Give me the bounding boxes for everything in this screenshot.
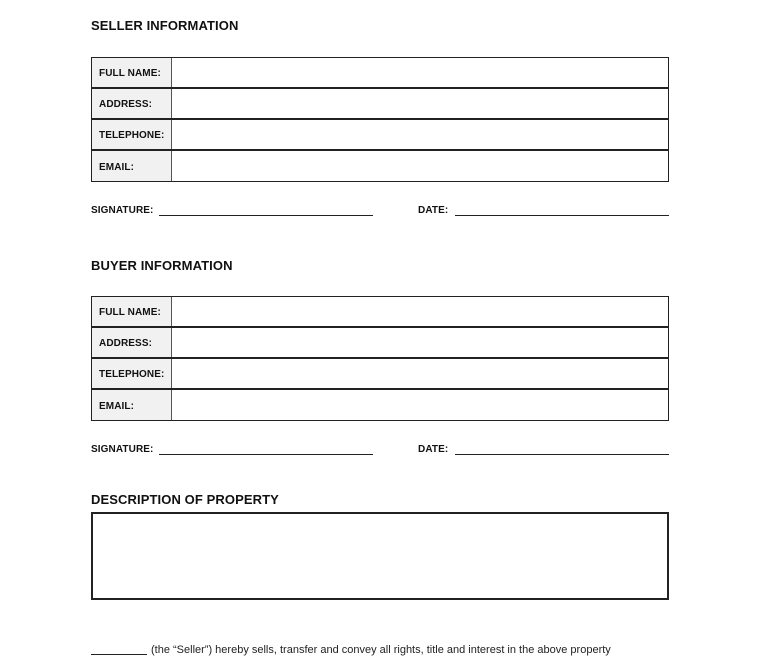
seller-address-field[interactable] [172, 89, 668, 118]
seller-signature-line[interactable] [159, 215, 373, 216]
buyer-signature-line[interactable] [159, 454, 373, 455]
seller-name-blank[interactable] [91, 654, 147, 655]
buyer-address-field[interactable] [172, 328, 668, 357]
buyer-full-name-field[interactable] [172, 297, 668, 326]
buyer-email-field[interactable] [172, 390, 668, 420]
buyer-date-line[interactable] [455, 454, 669, 455]
seller-email-label: EMAIL: [92, 151, 172, 181]
seller-telephone-row [91, 119, 669, 150]
property-section-title: DESCRIPTION OF PROPERTY [91, 492, 279, 507]
buyer-section-title: BUYER INFORMATION [91, 258, 233, 273]
buyer-address-label: ADDRESS: [92, 328, 172, 357]
buyer-telephone-field[interactable] [172, 359, 668, 388]
property-description-field[interactable] [91, 512, 669, 600]
buyer-email-row [91, 389, 669, 421]
seller-full-name-field[interactable] [172, 58, 668, 87]
seller-date-line[interactable] [455, 215, 669, 216]
agreement-statement [91, 644, 611, 656]
seller-full-name-label: FULL NAME: [92, 58, 172, 87]
buyer-email-label: EMAIL: [92, 390, 172, 420]
buyer-address-row [91, 327, 669, 358]
seller-telephone-field[interactable] [172, 120, 668, 149]
buyer-signature-label: SIGNATURE: [91, 444, 154, 455]
seller-telephone-label: TELEPHONE: [92, 120, 172, 149]
buyer-full-name-label: FULL NAME: [92, 297, 172, 326]
seller-section-title: SELLER INFORMATION [91, 18, 239, 33]
seller-signature-label: SIGNATURE: [91, 205, 154, 216]
seller-date-label: DATE: [418, 205, 449, 216]
buyer-telephone-row [91, 358, 669, 389]
buyer-telephone-label: TELEPHONE: [92, 359, 172, 388]
seller-address-row [91, 88, 669, 119]
seller-full-name-row [91, 57, 669, 88]
agreement-sentence: (the “Seller”) hereby sells, transfer and convey all rights, title and interest in the above property [151, 644, 611, 656]
buyer-date-label: DATE: [418, 444, 449, 455]
seller-address-label: ADDRESS: [92, 89, 172, 118]
buyer-full-name-row [91, 296, 669, 327]
seller-email-row [91, 150, 669, 182]
seller-email-field[interactable] [172, 151, 668, 181]
